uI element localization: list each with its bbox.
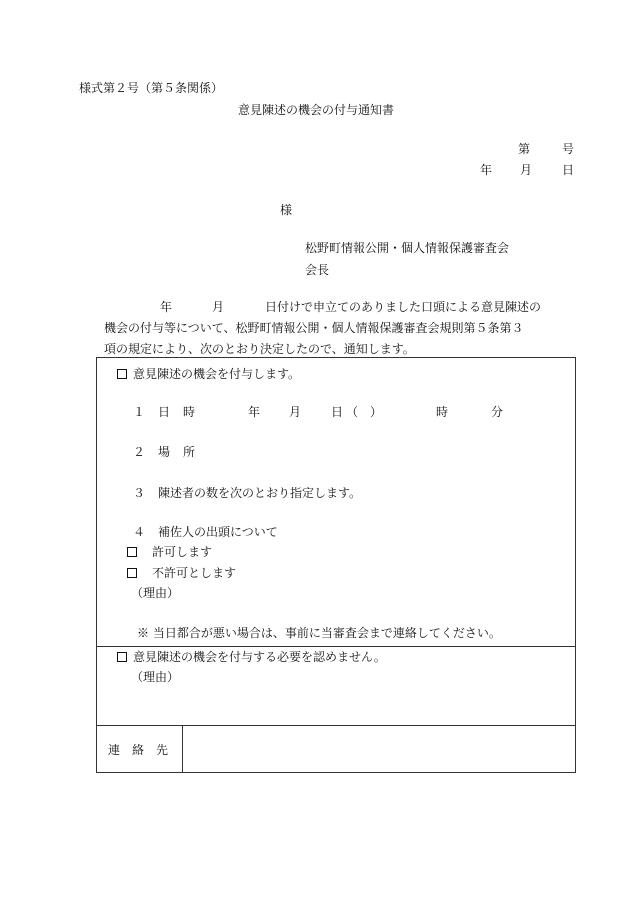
date-year: 年	[480, 163, 493, 177]
assistant-deny-checkbox[interactable]	[127, 568, 137, 578]
item1-year: 年	[248, 405, 261, 419]
number-go: 号	[562, 142, 575, 156]
item1-label-a: 日	[158, 405, 171, 419]
item1-minute: 分	[491, 405, 504, 419]
body-line-2: 機会の付与等について、松野町情報公開・個人情報保護審査会規則第５条第３	[104, 321, 524, 335]
date-day: 日	[562, 163, 575, 177]
body-line-3: 項の規定により、次のとおり決定したので、通知します。	[104, 342, 415, 356]
item1-weekday: （ ）	[346, 405, 383, 419]
item1-label-b: 時	[183, 405, 196, 419]
item1-hour: 時	[436, 405, 449, 419]
item1-number: １	[133, 405, 146, 419]
assistant-deny-option	[127, 567, 137, 579]
item2-label-a: 場	[158, 445, 171, 459]
number-dai: 第	[518, 142, 531, 156]
body-year: 年	[160, 300, 173, 314]
date-month: 月	[520, 163, 533, 177]
item4-text: 補佐人の出頭について	[158, 525, 278, 539]
item3-text: 陳述者の数を次のとおり指定します。	[158, 486, 362, 500]
grant-heading	[117, 368, 300, 380]
item4-number: ４	[133, 525, 146, 539]
assistant-permit-label: 許可します	[152, 545, 213, 559]
document-title: 意見陳述の機会の付与通知書	[238, 103, 395, 117]
contact-label: 連 絡 先	[108, 743, 169, 757]
recipient-honorific: 様	[280, 203, 293, 217]
item2-label-b: 所	[183, 445, 196, 459]
grant-checkbox[interactable]	[117, 369, 127, 379]
deny-heading	[117, 651, 386, 663]
body-line-1: 日付けで申立てのありました口頭による意見陳述の	[265, 300, 542, 314]
item1-month: 月	[289, 405, 302, 419]
assistant-permit-checkbox[interactable]	[127, 547, 137, 557]
form-number: 様式第２号（第５条関係）	[79, 81, 224, 95]
item3-number: ３	[133, 486, 146, 500]
item2-number: ２	[133, 445, 146, 459]
assistant-deny-label: 不許可とします	[152, 566, 237, 580]
grant-section	[96, 357, 576, 647]
assistant-reason-label: （理由）	[131, 586, 180, 600]
sender-title: 会長	[305, 263, 330, 277]
deny-checkbox[interactable]	[117, 652, 127, 662]
assistant-permit-option	[127, 546, 137, 558]
item1-day: 日	[331, 405, 344, 419]
grant-heading-text: 意見陳述の機会を付与します。	[133, 367, 301, 381]
deny-reason-label: （理由）	[131, 670, 180, 684]
deny-heading-text: 意見陳述の機会を付与する必要を認めません。	[133, 650, 386, 664]
schedule-note: ※ 当日都合が悪い場合は、事前に当審査会まで連絡してください。	[137, 626, 501, 640]
body-month: 月	[212, 300, 225, 314]
sender-organization: 松野町情報公開・個人情報保護審査会	[305, 241, 510, 255]
